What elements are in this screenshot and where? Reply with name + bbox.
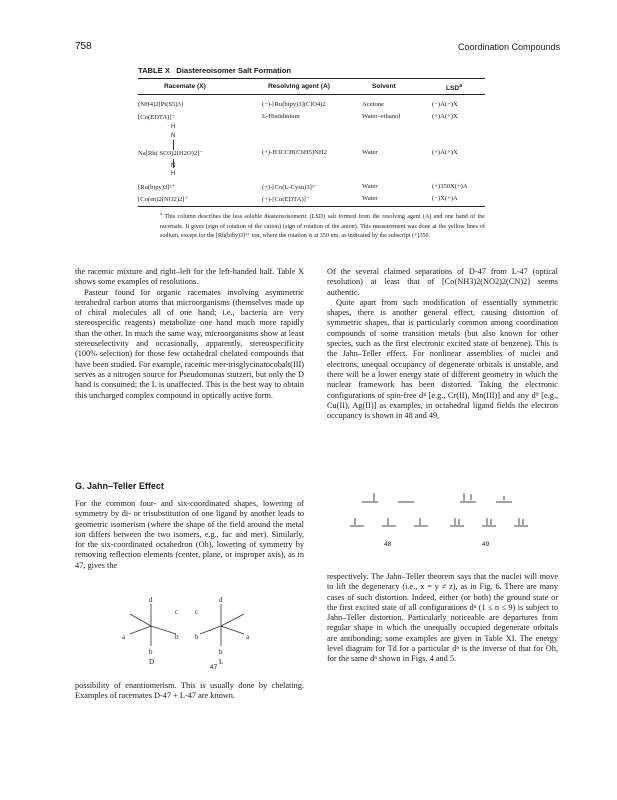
fig-left-config: D <box>149 658 155 666</box>
diagram-49-label: 49 <box>482 541 490 548</box>
paragraph: possibility of enantiomerism. This is usually done by chelating. Examples of racemates D-47 + L-47 are known. <box>75 681 304 701</box>
table-header-rule <box>138 94 485 95</box>
col-header-racemate: Racemate (X) <box>164 83 206 90</box>
col-header-lsd: LSD$^a$ <box>446 83 462 93</box>
table-row: [Co(EDTA)]⁻ <box>138 114 176 121</box>
figure-47-label: 47 <box>210 664 218 671</box>
left-column-top <box>75 267 304 401</box>
right-column-top <box>327 267 558 421</box>
ligand-h-bottom: H <box>171 171 176 177</box>
fig-left-b2: b <box>149 648 153 656</box>
fig-left-c: c <box>175 608 179 616</box>
diagram-48-label: 48 <box>384 541 392 548</box>
table-row: [Ru(bipy)3]²⁺ <box>138 184 175 191</box>
figure-47-structures <box>118 596 278 674</box>
right-column-bottom <box>327 572 558 665</box>
table-title: Diastereoisomer Salt Formation <box>176 66 292 75</box>
fig-right-a: a <box>246 633 250 641</box>
orbital-diagrams-48-49 <box>340 488 530 552</box>
ligand-n-top: N <box>171 133 176 139</box>
fig-left-d: d <box>149 596 153 604</box>
fig-right-b2: b <box>219 648 223 656</box>
ligand-n-bottom: N <box>171 163 176 169</box>
fig-right-config: L <box>219 658 224 666</box>
table-number: TABLE X <box>138 66 170 75</box>
col-header-solvent: Solvent <box>372 83 396 90</box>
paragraph: Quite apart from such modification of essentially symmetric shapes, there is another general effect, causing distortion of symmetric shapes, that is particularly common among coordination compounds of some transition metals (but also known for other species, such as the first electronic excited state of benzene). This is the Jahn–Teller effect. For nonlinear assemblies of nuclei and electrons, unequal occupancy of degenerate orbitals is unstable, and there will be a lower energy state of different geometry in which the nuclear framework has been distorted. Taking the electronic configurations of spin-free d⁴ [e.g., Cr(II), Mn(III)] and any d⁹ [e.g., Cu(II), Ag(II)] as examples, in octahedral ligand fields the electron occupancy is shown in 48 and 49, <box>327 297 558 421</box>
table-footnote: $^a$ This column describes the less soluble diastereoisomeric (LSD) salt formed from the resolving agent (A) and one hand of the racemate. It gives (sign of rotation of the cation) (sign of rotation of the anion). This measurement was done at the yellow lines of sodium, except for the [Rh(biby)3]³⁺ ion, where the rotation is at 350 nm, as indicated by the subscript (+)350. <box>160 211 485 240</box>
ligand-h-top: H <box>171 124 176 130</box>
table-caption <box>138 66 291 75</box>
table-row: [Co(en)2(NO2)2]⁺ <box>138 196 188 203</box>
fig-right-b1: b <box>195 633 199 641</box>
col-header-agent: Resolving agent (A) <box>268 83 330 90</box>
running-title: Coordination Compounds <box>458 42 561 52</box>
table-bottom-rule <box>138 206 485 207</box>
paragraph: Pasteur found for organic racemates involving asymmetric tetrahedral carbon atoms that microorganisms (themselves made up of chiral molecules all of one hand; i.e., bacteria are very stereospecific reagents) metabolize one hand much more rapidly than the other. In much the same way, microorganisms show at least stereoselectivity and occasionally, apparently, stereospecificity (100% selection) for those few octahedral chelated compounds that have been studied. For example, racemic mer-trisglycinatocobalt(III) serves as a nitrogen source for Pseudomonas stutzeri, but only the D hand is consumed; the L is unaffected. This is the best way to obtain this uncharged complex compound in optically active form. <box>75 287 304 400</box>
left-column-middle <box>75 499 304 571</box>
left-column-bottom <box>75 681 304 702</box>
fig-right-c: c <box>195 608 199 616</box>
table-row: (NH4)2[Pt(S5)3] <box>138 101 184 108</box>
paragraph: Of the several claimed separations of D-47 from L-47 (optical resolution) at least that of [Co(NH3)2(NO2)2(CN)2] seems authentic. <box>327 267 558 297</box>
fig-left-b1: b <box>175 633 179 641</box>
paragraph: For the common four- and six-coordinated shapes, lowering of symmetry by di- or trisubstitution of one ligand by another leads to geometric isomerism (where the shape of the field around the metal ion differs between the two isomers, e.g., fac and mer). Similarly, for the six-coordinated octahedron (Oh), lowering of symmetry by removing reflection elements (center, plane, or improper axis), as in 47, gives the <box>75 499 304 570</box>
page-number: 758 <box>75 41 92 52</box>
fig-left-a: a <box>122 633 126 641</box>
table-row: Na[Rh( SO3)2(H2O)2]⁻ <box>138 150 203 157</box>
paragraph: respectively. The Jahn–Teller theorem says that the nuclei will move to lift the degeneracy (i.e., x = y ≠ z), as in Fig. 6. There are many cases of such distortion. Indeed, either (or both) the ground state or the first excited state of all configurations dⁿ (1 ≤ n ≤ 9) is subject to Jahn–Teller distortion. Particularly noticeable are departures from regular shape in which the unequally occupied degenerate orbitals are antibonding; some examples are given in Table XI. The energy level diagram for Td for a particular dⁿ is the inverse of that for Oh, for the same dⁿ shown in Figs. 4 and 5. <box>327 572 558 664</box>
section-heading: G. Jahn–Teller Effect <box>75 481 164 491</box>
paragraph: the racemic mixture and right–left for the left-handed half. Table X shows some examples of resolutions. <box>75 267 304 287</box>
table-top-rule <box>138 78 485 79</box>
fig-right-d: d <box>219 596 223 604</box>
